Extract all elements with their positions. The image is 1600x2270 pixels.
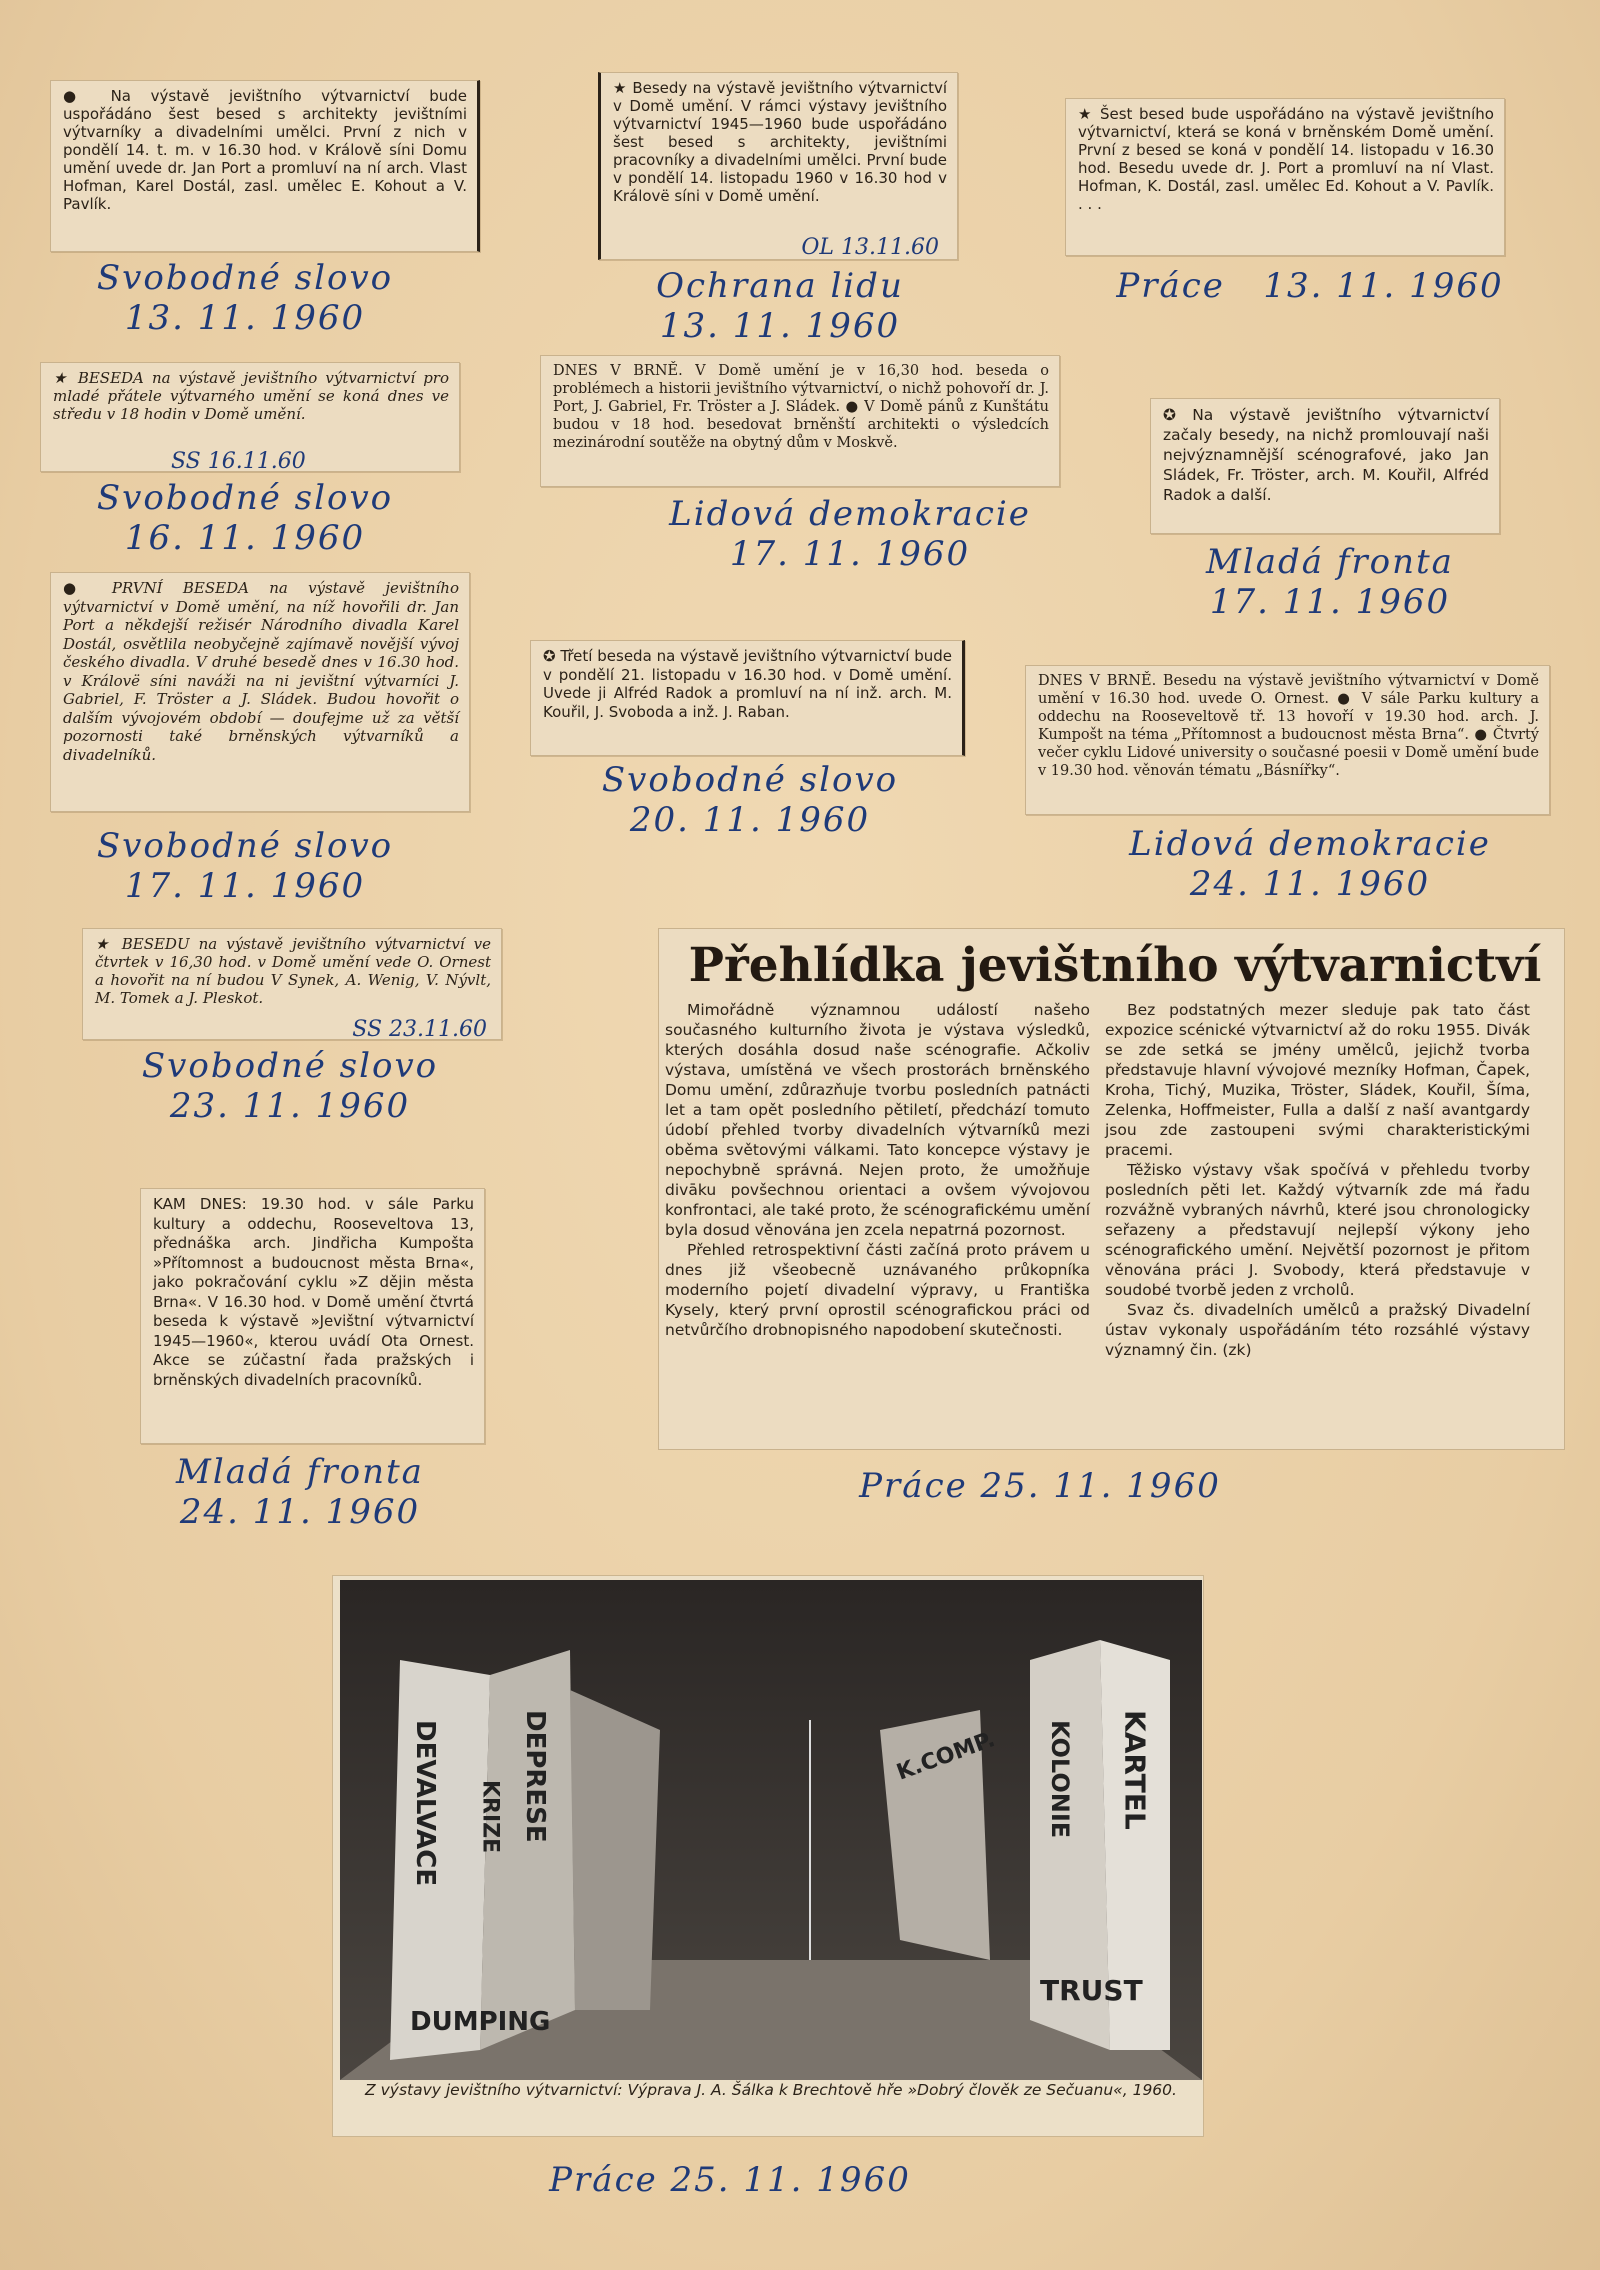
handwritten-date: 16. 11. 1960 [124, 518, 366, 558]
handwritten-paper: Lidová demokracie [669, 494, 1031, 534]
clipping-text: DNES V BRNĚ. Besedu na výstavě jevištního výtvarnictví v Domě umění v 16.30 hod. uvede O. Ornest. ● V sále Parku kultury a oddechu na Rooseveltově tř. 13 hovoří v 19.30 hod. arch. J. Kumpošt na téma „Přítomnost a budoucnost města Brna“. ● Čtvrtý večer cyklu Lidové university o současné poesii v Domě umění bude v 19.30 hod. věnován tématu „Básnířky“. [1038, 673, 1539, 779]
sign-devalvace: DEVALVACE [410, 1720, 440, 1887]
handwritten-note: OL 13.11.60 [801, 235, 939, 260]
clipping-text: KAM DNES: 19.30 hod. v sále Parku kultury a oddechu, Rooseveltova 13, přednáška arch. Jindřicha Kumpošta »Přítomnost a budoucnost města Brna«, jako pokračování cyklu »Z dějin města Brna«. V 16.30 hod. v Domě umění čtvrtá beseda k výstavě »Jevištní výtvarnictví 1945—1960«, kterou uvádí Ota Ornest. Akce se zúčastní řada pražských i brněnských divadelních pracovníků. [153, 1195, 474, 1389]
sign-krize: KRIZE [477, 1780, 503, 1854]
handwritten-date: 13. 11. 1960 [124, 298, 366, 338]
handwritten-source-6 [1140, 542, 1520, 622]
handwritten-paper: Mladá fronta [176, 1452, 424, 1492]
clipping-prace-13-11 [1065, 98, 1505, 256]
clipping-svobodne-slovo-23-11 [82, 928, 502, 1040]
clipping-svobodne-slovo-16-11 [40, 362, 460, 472]
handwritten-date: 24. 11. 1960 [1189, 864, 1431, 904]
clipping-text: ✪ Třetí beseda na výstavě jevištního výtvarnictví bude v pondělí 21. listopadu v 16.30 hod. v Domě umění. Uvede ji Alfréd Radok a promluví na ní inž. arch. M. Kouřil, J. Svoboda a inž. J. Raban. [543, 647, 952, 721]
clipping-text: ★ Šest besed bude uspořádáno na výstavě jevištního výtvarnictví, která se koná v brněnském Domě umění. První z besed se koná v pondělí 14. listopadu v 16.30 hod. Besedu uvede dr. J. Port a promluví na ní Vlast. Hofman, K. Dostál, zasl. umělec Ed. Kohout a V. Pavlík. . . . [1078, 105, 1494, 213]
clipping-text: ★ BESEDU na výstavě jevištního výtvarnictví ve čtvrtek v 16,30 hod. v Domě umění vede O. Ornest a hovořit na ní budou V Synek, A. Wenig, V. Nývlt, M. Tomek a J. Pleskot. [95, 935, 491, 1007]
clipping-text: ● PRVNÍ BESEDA na výstavě jevištního výtvarnictví v Domě umění, na níž hovořili dr. Jan Port a někdejší režisér Národního divadla Karel Dostál, osvětlila neobyčejně zajímavě novější vývoj českého divadla. V druhé besedě dnes v 16.30 hod. v Královë síni naváži na ni jevištní výtvarníci J. Gabriel, F. Tröster a J. Sládek. Budou hovořit o dalším vývojovém období — doufejme už za větší pozornosti také brněnských výtvarníků a divadelníků. [63, 579, 459, 764]
clipping-svobodne-slovo-13-11 [50, 80, 480, 252]
handwritten-paper: Ochrana lidu [656, 266, 904, 306]
handwritten-paper: Svobodné slovo [96, 258, 394, 298]
handwritten-paper: Mladá fronta [1206, 542, 1454, 582]
sign-trust: TRUST [1040, 1974, 1143, 2007]
article-column-2 [1105, 1000, 1530, 1360]
stage-design-photo [340, 1580, 1202, 2080]
handwritten-date: 23. 11. 1960 [169, 1086, 411, 1126]
article-paragraph: Těžisko výstavy však spočívá v přehledu tvorby posledních pěti let. Každý výtvarník zde má řadu rozvážně vybraných návrhů, které jsou chronologicky seřazeny a představují nejlepší výkony jeho scénografického umění. Největší pozornost je přitom věnována práci J. Svobody, která představuje v soudobé tvorbě jeden z vrcholů. [1105, 1161, 1530, 1299]
article-paragraph: Svaz čs. divadelních umělců a pražský Divadelní ústav vykonaly uspořádáním této rozsáhlé výstavy významný čin. (zk) [1105, 1301, 1530, 1359]
handwritten-source-5 [600, 494, 1100, 574]
stage-photo-drawing [340, 1580, 1202, 2080]
sign-kcomp: K.COMP. [893, 1727, 999, 1786]
handwritten-paper: Práce [1116, 266, 1225, 306]
sign-deprese: DEPRESE [520, 1710, 550, 1843]
clipping-svobodne-slovo-20-11 [530, 640, 965, 756]
handwritten-source-12: Práce 25. 11. 1960 [859, 1466, 1221, 1506]
clipping-text: ★ Besedy na výstavě jevištního výtvarnictví v Domě umění. V rámci výstavy jevištního výtvarnictví 1945—1960 bude uspořádáno šest besed s architekty, jevištními pracovníky a divadelními umělci. První bude v pondělí 14. listopadu 1960 v 16.30 hod v Královë síni v Domě umění. [613, 79, 947, 205]
clipping-text: ● Na výstavě jevištního výtvarnictví bude uspořádáno šest besed s architekty jevištními výtvarníky a divadelními umělci. První z nich v pondělí 14. t. m. v 16.30 hod. v Králově síni Domu umění uvede dr. Jan Port a promluví na ní arch. Vlast Hofman, Karel Dostál, zasl. umělec E. Kohout a V. Pavlík. [63, 87, 467, 213]
clipping-mlada-fronta-24-11 [140, 1188, 485, 1444]
article-paragraph: Bez podstatných mezer sleduje pak tato část expozice scénické výtvarnictví až do roku 1955. Divák se zde setká se jmény umělců, jejichž tvorba představuje hlavní vývojové mezníky Hofman, Čapek, Kroha, Tichý, Muzika, Tröster, Sládek, Kouřil, Šíma, Zelenka, Hoffmeister, Fulla a další z naší avantgardy jsou zde zastoupeni svými charakteristickými pracemi. [1105, 1001, 1530, 1159]
handwritten-date: 13. 11. 1960 [1263, 266, 1504, 306]
handwritten-source-10 [80, 1046, 500, 1126]
left-panel-1 [390, 1660, 490, 2060]
handwritten-source-4 [55, 478, 435, 558]
handwritten-source-2 [590, 266, 970, 346]
sign-dumping: DUMPING [410, 2007, 551, 2037]
handwritten-date: 17. 11. 1960 [124, 866, 366, 906]
handwritten-source-7 [55, 826, 435, 906]
clipping-text: ✪ Na výstavě jevištního výtvarnictví začaly besedy, na nichž promlouvají naši nejvýznamnější scénografové, jako Jan Sládek, Fr. Tröster, arch. M. Kouřil, Alfréd Radok a další. [1163, 406, 1489, 504]
left-panel-3 [570, 1690, 660, 2010]
handwritten-date: 20. 11. 1960 [629, 800, 871, 840]
sign-kartel: KARTEL [1118, 1710, 1152, 1830]
clipping-svobodne-slovo-17-11 [50, 572, 470, 812]
handwritten-paper: Lidová demokracie [1129, 824, 1491, 864]
article-title: Přehlídka jevištního výtvarnictví [688, 938, 1542, 993]
clipping-lidova-demokracie-24-11 [1025, 665, 1550, 815]
article-column-1 [665, 1000, 1090, 1340]
handwritten-date: 24. 11. 1960 [179, 1492, 421, 1532]
handwritten-date: 17. 11. 1960 [729, 534, 971, 574]
handwritten-source-13: Práce 25. 11. 1960 [549, 2160, 911, 2200]
handwritten-source-11 [120, 1452, 480, 1532]
clipping-text: DNES V BRNĚ. V Domě umění je v 16,30 hod. beseda o problémech a historii jevištního výtvarnictví, o nichž pohovoří dr. J. Port, J. Gabriel, Fr. Tröster a J. Sládek. ● V Domě pánů z Kunštátu budou v 18 hod. besedovat brněnští architekti o výsledcích mezinárodní soutěže na obytný dům v Moskvě. [553, 363, 1049, 451]
handwritten-paper: Svobodné slovo [141, 1046, 439, 1086]
photo-caption: Z výstavy jevištního výtvarnictví: Výprava J. A. Šálka k Brechtově hře »Dobrý člověk ze Sečuanu«, 1960. [365, 2081, 1177, 2099]
handwritten-source-3 [1100, 266, 1520, 306]
clipping-lidova-demokracie-17-11 [540, 355, 1060, 487]
sign-kolonie: KOLONIE [1046, 1720, 1074, 1839]
handwritten-source-1 [55, 258, 435, 338]
handwritten-paper: Svobodné slovo [96, 478, 394, 518]
handwritten-source-8 [550, 760, 950, 840]
clipping-text: ★ BESEDA na výstavě jevištního výtvarnictví pro mladé přátele výtvarného umění se koná dnes ve středu v 18 hodin v Domě umění. [53, 369, 449, 423]
handwritten-date: 17. 11. 1960 [1209, 582, 1451, 622]
handwritten-source-9 [1070, 824, 1550, 904]
article-paragraph: Mimořádně významnou událostí našeho současného kulturního života je výstava výsledků, kterých dosáhla dosud naše scénografie. Ačkoliv výstava, umístěná ve všech prostorách brněnského Domu umění, zdůrazňuje tvorbu posledních patnácti let a tam opět posledního pětiletí, předchází tomuto údobí přehled tvorby divadelních výtvarníků mezi oběma světovými válkami. Tato koncepce výstavy je nepochybně správná. Nejen proto, že umožňuje divāku povšechnou orientaci a ovšem vývojovou konfrontaci, ale také proto, že scénografickému umění byla dosud věnována jen zcela nepatrná pozornost. [665, 1001, 1090, 1239]
clipping-ochrana-lidu-13-11 [598, 72, 958, 260]
handwritten-paper: Svobodné slovo [96, 826, 394, 866]
article-paragraph: Přehled retrospektivní části začíná proto právem u dnes již všeobecně uznávaného průkopníka moderního pojetí divadelní výpravy, u Františka Kysely, který první oprostil scénografickou práci od netvůrčího drobnopisného napodobení skutečnosti. [665, 1241, 1090, 1339]
handwritten-note: SS 16.11.60 [171, 449, 306, 472]
handwritten-paper: Svobodné slovo [601, 760, 899, 800]
clipping-mlada-fronta-17-11 [1150, 398, 1500, 534]
handwritten-note: SS 23.11.60 [352, 1017, 487, 1040]
handwritten-date: 13. 11. 1960 [659, 306, 901, 346]
